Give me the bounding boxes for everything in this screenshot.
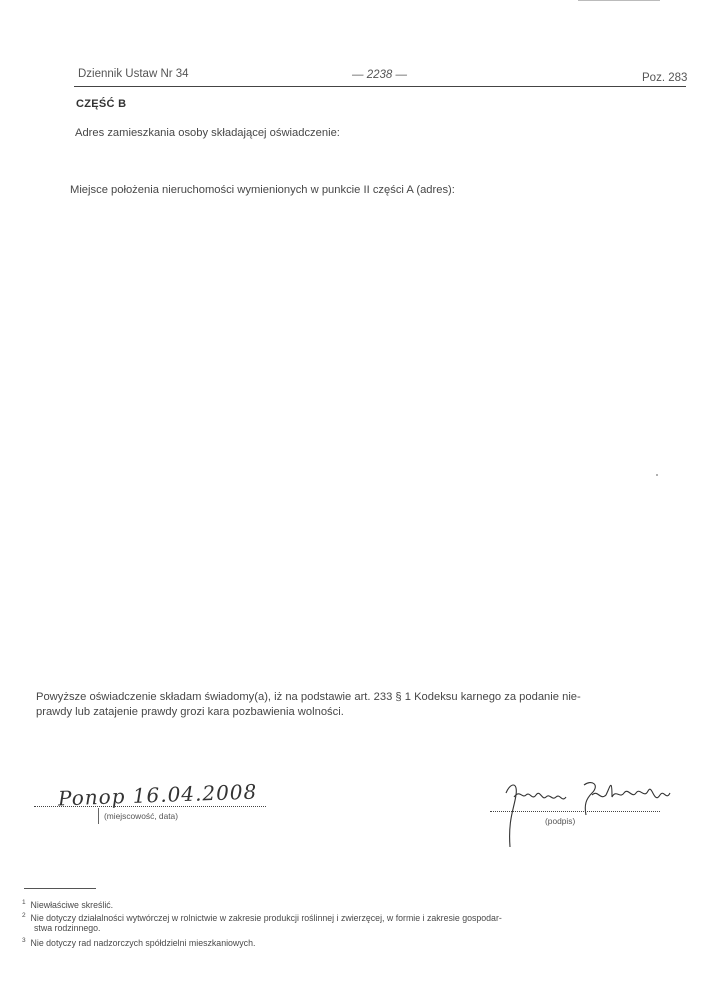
footnote-2: $^2$ Nie dotyczy działalności wytwórczej w rolnictwie w zakresie produkcji roślinnej i zwierzęcej, w formie i zakresie gospodar- (22, 912, 502, 923)
footnote-2-continued: stwa rodzinnego. (34, 923, 101, 933)
place-date-tick (98, 808, 99, 824)
signature-dotted-line (490, 811, 660, 812)
footnote-1: $^1$ Niewłaściwe skreślić. (22, 899, 114, 910)
scan-speck (656, 474, 658, 476)
position-number: Poz. 283 (642, 72, 688, 84)
residence-address-label: Adres zamieszkania osoby składającej oświadczenie: (75, 127, 340, 139)
declaration-line-2: prawdy lub zatajenie prawdy grozi kara pozbawienia wolności. (36, 706, 344, 718)
declaration-line-1: Powyższe oświadczenie składam świadomy(a), iż na podstawie art. 233 § 1 Kodeksu karnego za podanie nie- (36, 691, 581, 703)
handwritten-signature (488, 775, 688, 850)
footnote-3: $^3$ Nie dotyczy rad nadzorczych spółdzielni mieszkaniowych. (22, 937, 256, 948)
place-date-caption: (miejscowość, data) (104, 811, 179, 821)
place-date-dotted-line (34, 806, 266, 807)
scan-edge-line (578, 0, 660, 1)
header-rule (74, 86, 686, 87)
signature-caption: (podpis) (545, 816, 576, 826)
handwritten-place-date: Ponop 16.04.2008 (57, 779, 258, 811)
journal-name: Dziennik Ustaw Nr 34 (78, 68, 189, 80)
section-title: CZĘŚĆ B (76, 98, 127, 110)
property-location-label: Miejsce położenia nieruchomości wymienionych w punkcie II części A (adres): (70, 184, 455, 196)
footnote-separator (24, 888, 96, 889)
page-number: — 2238 — (352, 69, 407, 81)
